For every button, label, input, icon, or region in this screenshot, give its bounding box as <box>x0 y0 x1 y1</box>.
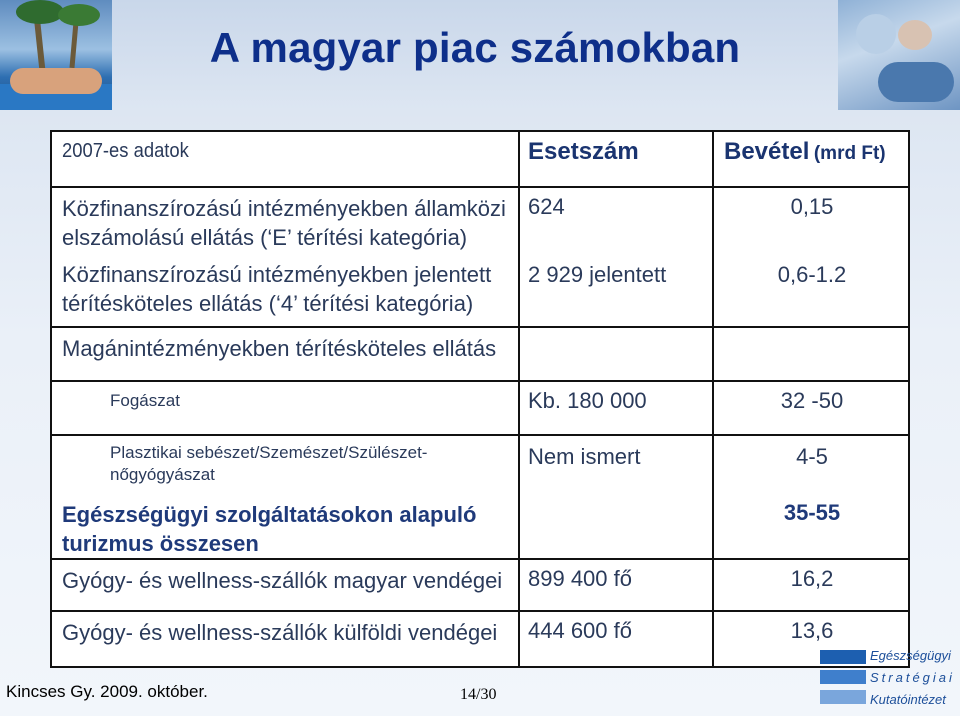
header-photo-left <box>0 0 112 110</box>
row-label: Közfinanszírozású intézményekben államközi elszámolású ellátás (‘E’ térítési kategória) <box>62 196 506 250</box>
header-revenue <box>724 138 886 166</box>
logo-bar <box>820 650 866 664</box>
slide-title: A magyar piac számokban <box>209 24 741 71</box>
row-count: 624 <box>528 194 565 219</box>
header-case-count: Esetszám <box>528 138 639 165</box>
row-divider <box>52 380 908 382</box>
row-count: Nem ismert <box>528 444 641 469</box>
logo-bar <box>820 690 866 704</box>
row-label: Fogászat <box>110 391 180 410</box>
header-revenue-label: Bevétel <box>724 138 810 165</box>
data-table <box>50 130 910 668</box>
row-count: Kb. 180 000 <box>528 388 647 413</box>
logo-text-line3: Kutatóintézet <box>870 692 946 707</box>
row-revenue: 0,15 <box>790 194 834 219</box>
row-label: Gyógy- és wellness-szállók magyar vendégei <box>62 568 503 593</box>
row-count: 444 600 fő <box>528 618 632 643</box>
header-photo-right <box>838 0 960 110</box>
footer-author: Kincses Gy. 2009. október. <box>6 682 208 701</box>
logo-bars <box>820 650 866 710</box>
row-count: 2 929 jelentett <box>528 262 667 287</box>
row-divider <box>52 186 908 188</box>
header-revenue-unit: (mrd Ft) <box>813 143 886 164</box>
row-divider <box>52 610 908 612</box>
row-divider <box>52 434 908 436</box>
row-label: Közfinanszírozású intézményekben jelentett térítésköteles ellátás (‘4’ térítési kategória) <box>62 262 492 316</box>
row-label: Gyógy- és wellness-szállók külföldi vendégei <box>62 620 498 645</box>
row-label: Plasztikai sebészet/Szemészet/Szülészet-nőgyógyászat <box>110 443 428 484</box>
row-count: 899 400 fő <box>528 566 632 591</box>
row-revenue: 0,6-1.2 <box>777 262 847 287</box>
row-label: Magánintézményekben térítésköteles ellátás <box>62 336 497 361</box>
logo-text-line2: Stratégiai <box>870 670 955 685</box>
row-revenue: 13,6 <box>790 618 834 643</box>
row-revenue: 16,2 <box>790 566 834 591</box>
row-label-total: Egészségügyi szolgáltatásokon alapuló turizmus összesen <box>62 502 477 556</box>
page-number: 14/30 <box>460 686 497 703</box>
header-year-label: 2007-es adatok <box>62 140 189 162</box>
institute-logo <box>820 646 960 716</box>
logo-bar <box>820 670 866 684</box>
row-divider <box>52 558 908 560</box>
row-revenue: 4-5 <box>796 444 828 469</box>
row-divider <box>52 326 908 328</box>
row-revenue: 32 -50 <box>780 388 844 413</box>
logo-text-line1: Egészségügyi <box>870 648 951 663</box>
row-revenue-total: 35-55 <box>783 500 841 525</box>
